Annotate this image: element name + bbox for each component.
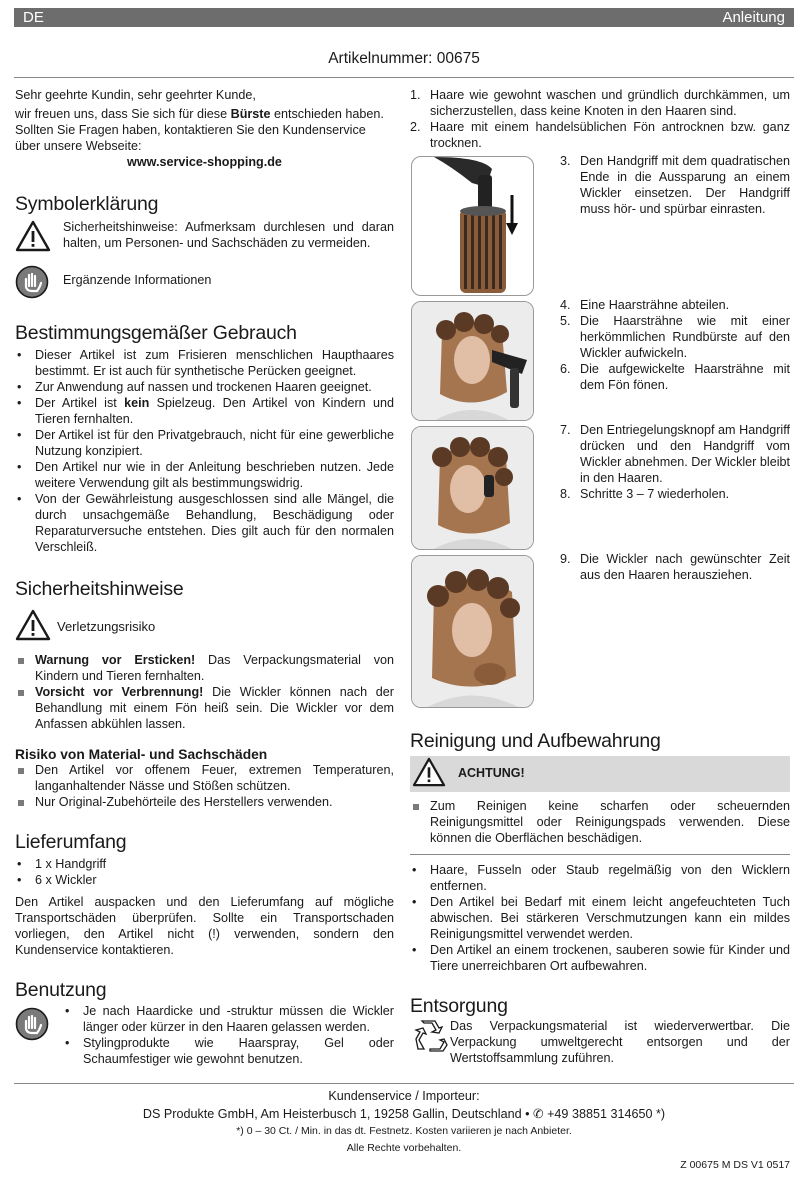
warning-triangle-icon (15, 220, 51, 257)
safety-list (15, 653, 394, 733)
info-hand-icon (15, 265, 51, 304)
company-line (0, 1106, 808, 1123)
list-item: • Der Artikel ist für den Privatgebrauch, nicht für eine gewerbliche Nutzung konzipiert. (15, 428, 394, 460)
cleaning-title: Reinigung und Aufbewahrung (410, 730, 661, 752)
bottom-divider (14, 1083, 794, 1084)
header-bar (14, 8, 794, 27)
disposal-title: Entsorgung (410, 995, 508, 1018)
list-item: Zum Reinigen keine scharfen oder scheuernden Reinigungsmittel oder Reinigungspads verwenden. Diese können die Oberflächen beschädigen. (410, 799, 790, 847)
symbol-warning-text: Sicherheitshinweise: Aufmerksam durchlesen und daran halten, um Personen- und Sachschäden zu vermeiden. (63, 220, 394, 251)
step-item: 1. Haare wie gewohnt waschen und gründlich durchkämmen, um sicherzustellen, dass keine Knoten in den Haaren sind. (410, 88, 790, 118)
cleaning-divider (410, 854, 790, 855)
warning-triangle-icon (15, 609, 51, 646)
greeting: Sehr geehrte Kundin, sehr geehrter Kunde, (15, 88, 256, 102)
list-item: Nur Original-Zubehörteile des Herstellers verwenden. (15, 795, 394, 811)
usage-step-3 (560, 154, 790, 218)
usage-steps-7-8 (560, 423, 790, 503)
scope-title: Lieferumfang (15, 831, 127, 854)
list-item: • 1 x Handgriff (15, 857, 394, 873)
symbol-info-text: Ergänzende Informationen (63, 273, 212, 288)
left-column (15, 88, 394, 1068)
document-code: Z 00675 M DS V1 0517 (680, 1159, 790, 1171)
step-item: 9. Die Wickler nach gewünschter Zeit aus den Haaren herausziehen. (560, 552, 790, 582)
warning-triangle-icon (410, 757, 446, 792)
intro (15, 88, 394, 171)
phone-icon: ✆ (533, 1106, 544, 1121)
photo-removing-handle (411, 426, 534, 550)
material-risk-list (15, 763, 394, 811)
disposal-row (410, 1019, 790, 1067)
step-item: 8. Schritte 3 – 7 wiederholen. (560, 486, 730, 501)
symbols-title: Symbolerklärung (15, 192, 159, 215)
injury-risk (15, 609, 394, 646)
costs-note: *) 0 – 30 Ct. / Min. in das dt. Festnetz. Kosten variieren je nach Anbieter. (236, 1125, 572, 1137)
list-item: Den Artikel vor offenem Feuer, extremen Temperaturen, langanhaltender Nässe und Stößen schützen. (15, 763, 394, 795)
step-item: 5. Die Haarsträhne wie mit einer herkömmlichen Rundbürste auf den Wickler aufwickeln. (560, 313, 790, 360)
intro-questions: Sollten Sie Fragen haben, kontaktieren Sie den Kundenservice über unsere Webseite: (15, 122, 366, 153)
intended-use-title: Bestimmungsgemäßer Gebrauch (15, 322, 297, 345)
right-column-top (410, 88, 790, 152)
intro-line: wir freuen uns, dass Sie sich für diese Bürste entschieden haben. (15, 106, 384, 121)
scope-list (15, 857, 394, 889)
intended-use-list (15, 348, 394, 556)
attention-bar (410, 756, 790, 792)
list-item: • Je nach Haardicke und -struktur müssen die Wickler länger oder kürzer in den Haaren gelassen werden. (63, 1004, 394, 1036)
list-item: • Der Artikel ist kein Spielzeug. Den Artikel von Kindern und Tieren fernhalten. (15, 396, 394, 428)
step-item: 3. Den Handgriff mit dem quadratischen Ende in die Aussparung an einem Wickler einsetzen. Der Handgriff muss hör- und spürbar einrasten. (560, 154, 790, 216)
symbol-warning (15, 220, 394, 257)
usage-steps-1-2 (410, 88, 790, 152)
attention-label: ACHTUNG! (458, 766, 525, 781)
usage-title: Benutzung (15, 978, 107, 1001)
photo-blow-drying (411, 301, 534, 421)
rights-note: Alle Rechte vorbehalten. (346, 1142, 462, 1154)
service-label: Kundenservice / Importeur: (328, 1089, 480, 1103)
photo-finished-curls (411, 555, 534, 708)
doc-type-label: Anleitung (722, 9, 785, 26)
disposal-text: Das Verpackungsmaterial ist wiederverwertbar. Die Verpackung umweltgerecht entsorgen und der Wertstoffsammlung zuführen. (450, 1018, 790, 1065)
list-item: • Stylingprodukte wie Haarspray, Gel oder Schaumfestiger wie gewohnt benutzen. (63, 1036, 394, 1068)
cleaning-list (410, 863, 790, 975)
list-item: Vorsicht vor Verbrennung! Die Wickler können nach der Behandlung mit einem Fön heiß sein. Die Wickler vor dem Anfassen abkühlen lassen. (15, 685, 394, 733)
list-item: • Den Artikel bei Bedarf mit einem leicht angefeuchteten Tuch abwischen. Bei stärkeren Verschmutzungen kann ein mildes Reinigungsmittel verwendet werden. (410, 895, 790, 943)
scope-text: Den Artikel auspacken und den Lieferumfang auf mögliche Transportschäden überprüfen. Sollte ein Transportschaden vorliegen, den Artikel nicht (!) verwenden, sondern den Kundenservice kontaktieren. (15, 894, 394, 957)
recycle-icon (410, 1019, 450, 1058)
usage-steps-4-6 (560, 298, 790, 394)
top-divider (14, 77, 794, 78)
article-number: Artikelnummer: 00675 (328, 50, 480, 67)
usage-tips (15, 1004, 394, 1068)
step-item: 7. Den Entriegelungsknopf am Handgriff drücken und den Handgriff vom Wickler abnehmen. Der Wickler bleibt in den Haaren. (560, 423, 790, 485)
phone-number: +49 38851 314650 *) (547, 1107, 666, 1121)
list-item: • Zur Anwendung auf nassen und trockenen Haaren geeignet. (15, 380, 394, 396)
usage-tips-list (51, 1004, 394, 1068)
list-item: • Haare, Fusseln oder Staub regelmäßig von den Wicklern entfernen. (410, 863, 790, 895)
usage-step-9 (560, 552, 790, 584)
cleaning-warning-list (410, 799, 790, 847)
website-link[interactable]: www.service-shopping.de (127, 154, 282, 169)
language-label: DE (23, 9, 44, 26)
photo-handle-roller (411, 156, 534, 296)
info-hand-icon (15, 1004, 51, 1046)
list-item: • Dieser Artikel ist zum Frisieren menschlichen Haupthaares bestimmt. Er ist auch für synthetische Perücken geeignet. (15, 348, 394, 380)
list-item: • Den Artikel an einem trockenen, sauberen sowie für Kinder und Tiere unerreichbaren Ort aufbewahren. (410, 943, 790, 975)
company-address: DS Produkte GmbH, Am Heisterbusch 1, 19258 Gallin, Deutschland • (142, 1107, 530, 1121)
cleaning-section (410, 730, 790, 1067)
step-item: 6. Die aufgewickelte Haarsträhne mit dem Fön fönen. (560, 361, 790, 392)
list-item: • Von der Gewährleistung ausgeschlossen sind alle Mängel, die durch unsachgemäße Behandlung, Beschädigung oder Reparaturversuche entstehen. Dies gilt auch für den normalen Verschleiß. (15, 492, 394, 556)
symbol-info (15, 265, 394, 304)
list-item: Warnung vor Ersticken! Das Verpackungsmaterial von Kindern und Tieren fernhalten. (15, 653, 394, 685)
step-item: 2. Haare mit einem handelsüblichen Fön antrocknen bzw. ganz trocknen. (410, 119, 790, 150)
step-item: 4. Eine Haarsträhne abteilen. (560, 298, 730, 312)
list-item: • Den Artikel nur wie in der Anleitung beschrieben nutzen. Jede weitere Verwendung gilt als bestimmungswidrig. (15, 460, 394, 492)
list-item: • 6 x Wickler (15, 873, 394, 889)
safety-title: Sicherheitshinweise (15, 577, 184, 600)
injury-risk-label: Verletzungsrisiko (57, 619, 156, 635)
material-risk-title: Risiko von Material- und Sachschäden (15, 746, 268, 762)
